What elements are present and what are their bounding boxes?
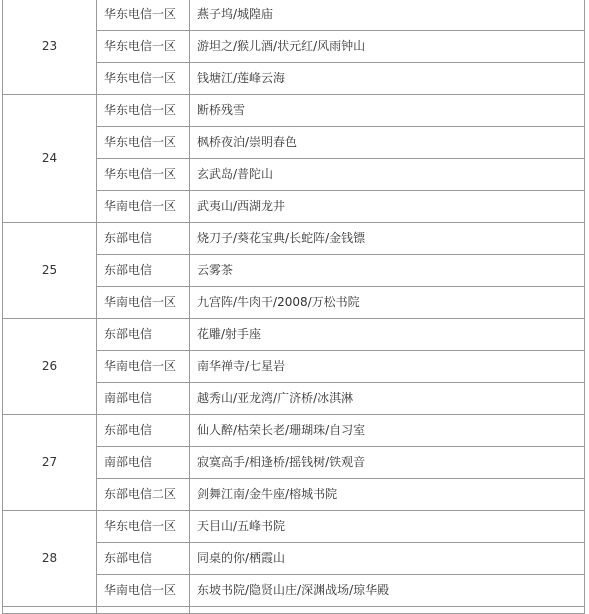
region-cell: 东部电信	[97, 319, 190, 351]
servers-cell: 花雕/射手座	[190, 319, 585, 351]
region-cell: 华南电信一区	[97, 287, 190, 319]
servers-cell: 越秀山/亚龙湾/广济桥/冰淇淋	[190, 383, 585, 415]
region-cell: 华东电信一区	[97, 0, 190, 31]
region-cell: 东部电信	[97, 415, 190, 447]
servers-cell: 玄武岛/普陀山	[190, 159, 585, 191]
region-cell: 东部电信	[97, 543, 190, 575]
servers-cell: 寂寞高手/相逢桥/摇钱树/铁观音	[190, 447, 585, 479]
servers-cell: 仙人醉/枯荣长老/珊瑚珠/自习室	[190, 415, 585, 447]
servers-cell: 天目山/五峰书院	[190, 511, 585, 543]
table-row	[3, 223, 585, 255]
servers-cell: 游坦之/猴儿酒/状元红/风雨钟山	[190, 31, 585, 63]
table-row	[3, 0, 585, 31]
servers-cell: 九宫阵/牛肉干/2008/万松书院	[190, 287, 585, 319]
table-row	[3, 511, 585, 543]
round-number-cell: 27	[3, 415, 97, 511]
region-cell: 东部电信二区	[97, 479, 190, 511]
round-number-cell: 28	[3, 511, 97, 607]
servers-cell: 东坡书院/隐贤山庄/深渊战场/琼华殿	[190, 575, 585, 607]
servers-cell: 云雾茶	[190, 255, 585, 287]
servers-cell: 断桥残雪	[190, 95, 585, 127]
region-cell: 华东电信一区	[97, 159, 190, 191]
servers-cell: 同桌的你/栖霞山	[190, 543, 585, 575]
table-row	[3, 415, 585, 447]
region-cell: 华东电信一区	[97, 63, 190, 95]
table-row	[3, 319, 585, 351]
region-cell: 华东电信一区	[97, 511, 190, 543]
servers-cell: 武夷山/西湖龙井	[190, 191, 585, 223]
servers-cell: 钱塘江/莲峰云海	[190, 63, 585, 95]
servers-cell: 剑舞江南/金牛座/榕城书院	[190, 479, 585, 511]
round-number-cell: 26	[3, 319, 97, 415]
servers-cell: 烧刀子/葵花宝典/长蛇阵/金钱镖	[190, 223, 585, 255]
region-cell: 华南电信一区	[97, 191, 190, 223]
round-number-cell: 23	[3, 0, 97, 95]
region-cell: 华东电信一区	[97, 31, 190, 63]
region-cell: 华南电信一区	[97, 575, 190, 607]
region-cell: 华东电信一区	[97, 95, 190, 127]
region-cell: 南部电信	[97, 447, 190, 479]
servers-cell: 燕子坞/城隍庙	[190, 0, 585, 31]
region-cell: 华南电信一区	[97, 351, 190, 383]
server-merge-table	[2, 0, 585, 614]
table-row	[3, 95, 585, 127]
servers-cell: 南华禅寺/七星岩	[190, 351, 585, 383]
servers-cell: 枫桥夜泊/崇明春色	[190, 127, 585, 159]
region-cell: 东部电信	[97, 223, 190, 255]
region-cell: 南部电信	[97, 383, 190, 415]
region-cell: 东部电信	[97, 255, 190, 287]
round-number-cell: 24	[3, 95, 97, 223]
region-cell: 华东电信一区	[97, 127, 190, 159]
round-number-cell: 25	[3, 223, 97, 319]
